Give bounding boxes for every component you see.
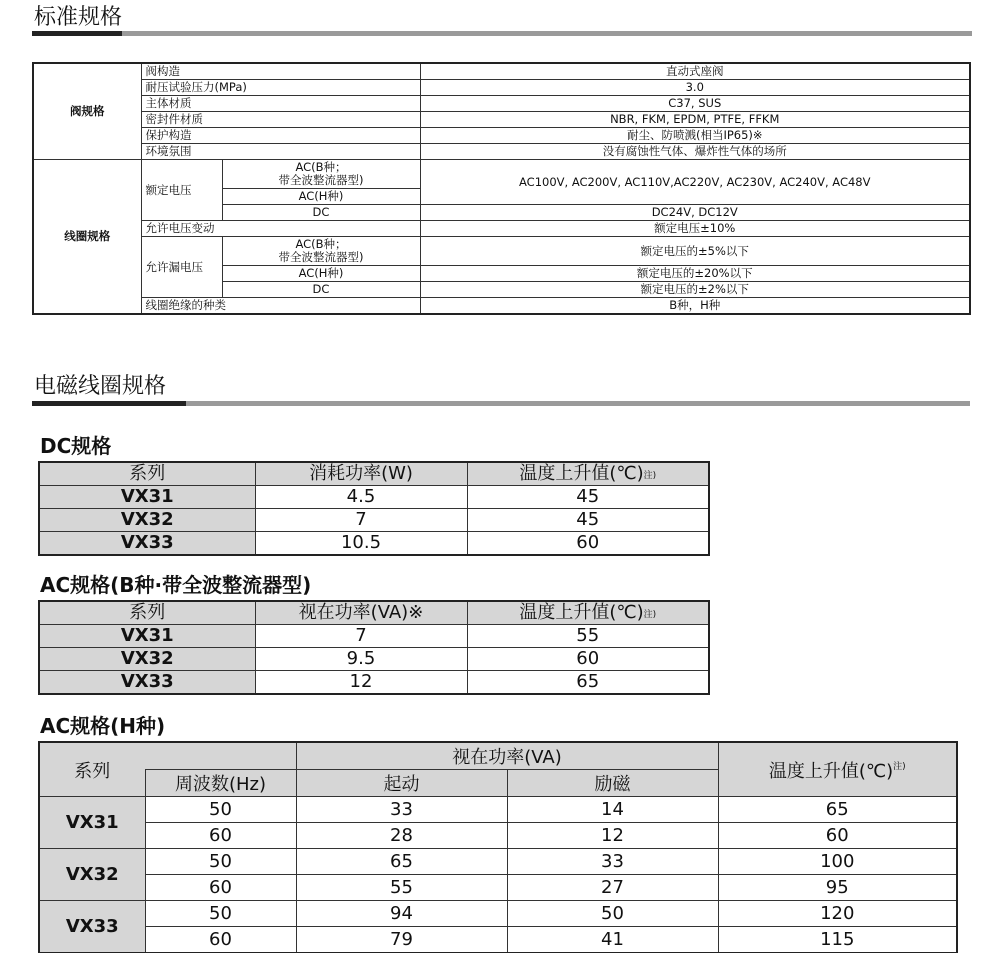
freq-cell: 50 (145, 901, 296, 927)
table-row (39, 849, 957, 875)
temp-cell: 65 (467, 671, 709, 695)
table-row (33, 298, 970, 315)
temp-cell: 55 (467, 625, 709, 648)
table-row (33, 221, 970, 237)
col-header-temp: 温度上升值(℃)$^{注)}$ (718, 742, 957, 797)
section-title-standard: 标准规格 (34, 5, 123, 30)
rated-voltage-ac-value: AC100V, AC200V, AC110V,AC220V, AC230V, AC240V, AC48V (420, 160, 970, 205)
col-header-series: 系列 (39, 462, 255, 486)
leak-voltage-ach-value: 额定电压的±20%以下 (420, 266, 970, 282)
temp-cell: 45 (467, 509, 709, 532)
spec-value: 耐尘、防喷溅(相当IP65)※ (420, 128, 970, 144)
inrush-cell: 65 (296, 849, 507, 875)
freq-cell: 50 (145, 849, 296, 875)
power-cell: 4.5 (255, 486, 467, 509)
inrush-cell: 79 (296, 927, 507, 953)
col-header-freq: 周波数(Hz) (145, 770, 296, 797)
spec-label: 环境氛围 (141, 144, 420, 160)
temp-cell: 115 (718, 927, 957, 953)
section-rule (32, 31, 972, 36)
spec-label: 阀构造 (141, 63, 420, 80)
power-cell: 10.5 (255, 532, 467, 556)
table-row (39, 509, 709, 532)
inrush-cell: 33 (296, 797, 507, 823)
temp-cell: 120 (718, 901, 957, 927)
section-rule (32, 401, 970, 406)
acb-table (38, 600, 710, 695)
spec-label: 密封件材质 (141, 112, 420, 128)
rated-voltage-ach: AC(H种) (222, 189, 420, 205)
model-cell: VX33 (39, 901, 145, 953)
table-row (39, 648, 709, 671)
fluctuation-label: 允许电压变动 (141, 221, 420, 237)
rated-voltage-label: 额定电压 (141, 160, 222, 221)
model-cell: VX31 (39, 625, 255, 648)
model-cell: VX33 (39, 532, 255, 556)
table-row (39, 625, 709, 648)
col-header-inrush: 起动 (296, 770, 507, 797)
table-row (33, 96, 970, 112)
leak-voltage-label: 允许漏电压 (141, 237, 222, 298)
table-header-row (39, 462, 709, 486)
freq-cell: 60 (145, 823, 296, 849)
inrush-cell: 94 (296, 901, 507, 927)
leak-voltage-dc: DC (222, 282, 420, 298)
inrush-cell: 55 (296, 875, 507, 901)
freq-cell: 60 (145, 927, 296, 953)
rated-voltage-acb: AC(B种； 带全波整流器型) (222, 160, 420, 189)
table-row (33, 80, 970, 96)
insulation-value: B种，H种 (420, 298, 970, 315)
table-row (33, 112, 970, 128)
temp-cell: 100 (718, 849, 957, 875)
temp-cell: 45 (467, 486, 709, 509)
table-row (39, 532, 709, 556)
temp-cell: 60 (467, 532, 709, 556)
table-row (39, 823, 957, 849)
section-title-coil: 电磁线圈规格 (34, 374, 167, 399)
temp-cell: 60 (718, 823, 957, 849)
leak-voltage-acb-value: 额定电压的±5%以下 (420, 237, 970, 266)
temp-cell: 60 (467, 648, 709, 671)
acb-table-title: AC规格(B种·带全波整流器型) (40, 573, 312, 597)
holding-cell: 41 (507, 927, 718, 953)
spec-label: 主体材质 (141, 96, 420, 112)
table-row (39, 927, 957, 953)
model-cell: VX32 (39, 849, 145, 901)
table-header-row (39, 601, 709, 625)
holding-cell: 12 (507, 823, 718, 849)
spec-value: NBR, FKM, EPDM, PTFE, FFKM (420, 112, 970, 128)
coil-group-label: 线圈规格 (33, 160, 141, 315)
table-row (39, 486, 709, 509)
col-header-power: 视在功率(VA)※ (255, 601, 467, 625)
power-cell: 7 (255, 625, 467, 648)
table-row (33, 144, 970, 160)
ach-table-title: AC规格(H种) (40, 714, 166, 738)
power-cell: 7 (255, 509, 467, 532)
col-header-power: 视在功率(VA) (296, 742, 718, 770)
spec-value: 3.0 (420, 80, 970, 96)
spec-label: 保护构造 (141, 128, 420, 144)
table-row (39, 875, 957, 901)
table-row (33, 160, 970, 189)
ach-table (38, 741, 958, 953)
insulation-label: 线圈绝缘的种类 (141, 298, 420, 315)
col-header-holding: 励磁 (507, 770, 718, 797)
table-row (33, 63, 970, 80)
dc-table (38, 461, 710, 556)
dc-table-title: DC规格 (40, 434, 112, 458)
spec-value: 没有腐蚀性气体、爆炸性气体的场所 (420, 144, 970, 160)
rated-voltage-dc: DC (222, 205, 420, 221)
holding-cell: 50 (507, 901, 718, 927)
spec-value: C37, SUS (420, 96, 970, 112)
table-row (39, 901, 957, 927)
leak-voltage-acb: AC(B种； 带全波整流器型) (222, 237, 420, 266)
holding-cell: 14 (507, 797, 718, 823)
temp-cell: 65 (718, 797, 957, 823)
model-cell: VX33 (39, 671, 255, 695)
table-row (33, 237, 970, 266)
holding-cell: 33 (507, 849, 718, 875)
col-header-series-label: 系列 (39, 770, 145, 797)
table-row (39, 671, 709, 695)
freq-cell: 60 (145, 875, 296, 901)
freq-cell: 50 (145, 797, 296, 823)
model-cell: VX32 (39, 648, 255, 671)
table-row (33, 128, 970, 144)
valve-group-label: 阀规格 (33, 63, 141, 160)
model-cell: VX31 (39, 486, 255, 509)
holding-cell: 27 (507, 875, 718, 901)
fluctuation-value: 额定电压±10% (420, 221, 970, 237)
temp-cell: 95 (718, 875, 957, 901)
spec-label: 耐压试验压力(MPa) (141, 80, 420, 96)
col-header-power: 消耗功率(W) (255, 462, 467, 486)
model-cell: VX31 (39, 797, 145, 849)
rated-voltage-dc-value: DC24V, DC12V (420, 205, 970, 221)
model-cell: VX32 (39, 509, 255, 532)
standard-spec-table (32, 62, 971, 315)
table-header-row (39, 742, 957, 770)
power-cell: 12 (255, 671, 467, 695)
leak-voltage-dc-value: 额定电压的±2%以下 (420, 282, 970, 298)
col-header-temp: 温度上升值(℃)$^{注)}$ (467, 462, 709, 486)
spec-value: 直动式座阀 (420, 63, 970, 80)
col-header-temp: 温度上升值(℃)$^{注)}$ (467, 601, 709, 625)
leak-voltage-ach: AC(H种) (222, 266, 420, 282)
col-header-series: 系列 (39, 601, 255, 625)
power-cell: 9.5 (255, 648, 467, 671)
inrush-cell: 28 (296, 823, 507, 849)
table-row (39, 797, 957, 823)
